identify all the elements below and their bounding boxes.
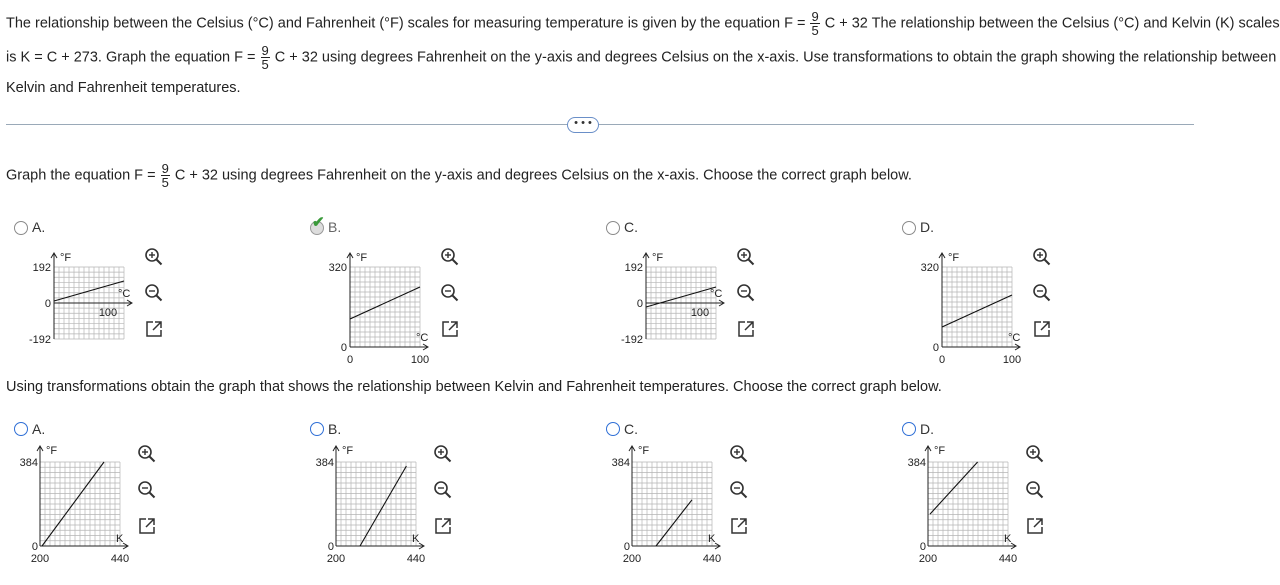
x-axis-label: K <box>412 533 420 545</box>
part1-option-c[interactable] <box>606 215 896 365</box>
zoom-out-icon[interactable] <box>137 480 157 500</box>
popout-icon[interactable] <box>1032 319 1052 339</box>
option-label: D. <box>920 421 934 437</box>
part1-prompt <box>6 162 912 189</box>
popout-icon[interactable] <box>433 516 453 536</box>
x-axis-label: K <box>708 533 716 545</box>
fraction: $\frac{9}{5}$ <box>261 43 269 72</box>
y-tick-label: 192 <box>32 262 51 274</box>
grid <box>632 462 712 546</box>
x-tick-label: 200 <box>326 553 346 565</box>
y-axis-label: °F <box>46 445 58 457</box>
option-label: B. <box>328 421 342 437</box>
zoom-out-icon[interactable] <box>433 480 453 500</box>
x-axis-label: K <box>116 533 124 545</box>
problem-text: C + 32 The relationship between the Celsius (°C) and Kelvin (K) scales <box>824 15 1280 32</box>
divider <box>6 124 1194 125</box>
popout-icon[interactable] <box>440 319 460 339</box>
x-tick-label: 440 <box>406 553 426 565</box>
radio-button[interactable] <box>14 221 28 235</box>
y-tick-label: 0 <box>327 541 334 553</box>
temperature-graph <box>606 235 736 365</box>
x-tick-label: 200 <box>622 553 642 565</box>
problem-line-2 <box>6 44 1276 71</box>
grid <box>336 462 416 546</box>
y-tick-label: 0 <box>44 298 51 310</box>
option-label: D. <box>920 219 934 235</box>
popout-icon[interactable] <box>729 516 749 536</box>
x-tick-label: 440 <box>702 553 722 565</box>
prompt-text: C + 32 using degrees Fahrenheit on the y-axis and degrees Celsius on the x-axis. Choose the correct graph below. <box>174 167 912 184</box>
y-axis-label: °F <box>342 445 354 457</box>
y-tick-label: 0 <box>636 298 643 310</box>
y-tick-label: 320 <box>920 262 939 274</box>
temperature-graph <box>14 235 144 365</box>
more-button[interactable]: • • • <box>567 117 599 133</box>
temperature-graph <box>310 235 440 365</box>
correct-checkmark-icon: ✔ <box>312 214 325 231</box>
x-tick-label: 100 <box>410 354 430 366</box>
x-tick-label: 100 <box>1002 354 1022 366</box>
zoom-out-icon[interactable] <box>144 283 164 303</box>
plotted-line <box>656 500 692 546</box>
x-axis-label: °C <box>1008 332 1021 344</box>
y-tick-label: 0 <box>919 541 926 553</box>
part2-option-d[interactable] <box>902 418 1192 578</box>
popout-icon[interactable] <box>736 319 756 339</box>
zoom-in-icon[interactable] <box>440 247 460 267</box>
temperature-graph <box>14 432 144 574</box>
part2-option-c[interactable] <box>606 418 896 578</box>
temperature-graph <box>902 432 1032 574</box>
x-tick-label: 440 <box>998 553 1018 565</box>
y-tick-label: 0 <box>31 541 38 553</box>
option-label: B. <box>328 219 342 235</box>
x-tick-label: 0 <box>346 354 354 366</box>
y-tick-label: 384 <box>19 457 38 469</box>
zoom-in-icon[interactable] <box>1032 247 1052 267</box>
zoom-out-icon[interactable] <box>440 283 460 303</box>
y-tick-label: 384 <box>907 457 926 469</box>
zoom-in-icon[interactable] <box>433 444 453 464</box>
y-tick-label: 0 <box>340 342 347 354</box>
y-axis-label: °F <box>652 252 664 264</box>
option-label: A. <box>32 421 46 437</box>
radio-button[interactable] <box>606 221 620 235</box>
fraction: $\frac{9}{5}$ <box>161 161 169 190</box>
y-tick-label: 384 <box>611 457 630 469</box>
grid <box>40 462 120 546</box>
part2-prompt: Using transformations obtain the graph that shows the relationship between Kelvin and Fahrenheit temperatures. Choose the correct graph below. <box>6 379 942 395</box>
grid <box>350 267 420 347</box>
zoom-out-icon[interactable] <box>729 480 749 500</box>
x-axis-label: °C <box>416 332 429 344</box>
popout-icon[interactable] <box>1025 516 1045 536</box>
part1-option-d[interactable] <box>902 215 1192 365</box>
temperature-graph <box>902 235 1032 365</box>
grid <box>928 462 1008 546</box>
option-label: C. <box>624 421 638 437</box>
part1-option-b[interactable] <box>310 215 600 365</box>
prompt-text: Graph the equation F = <box>6 167 156 184</box>
y-axis-label: °F <box>60 252 72 264</box>
x-axis-label: K <box>1004 533 1012 545</box>
problem-text: The relationship between the Celsius (°C) and Fahrenheit (°F) scales for measuring temperature is given by the equation F = <box>6 15 806 32</box>
zoom-in-icon[interactable] <box>144 247 164 267</box>
x-axis-label: °C <box>118 288 131 300</box>
y-tick-label: 192 <box>624 262 643 274</box>
popout-icon[interactable] <box>144 319 164 339</box>
temperature-graph <box>310 432 440 574</box>
problem-text: C + 32 using degrees Fahrenheit on the y-axis and degrees Celsius on the x-axis. Use transformations to obtain the graph showing the relationship between <box>274 49 1277 66</box>
x-axis-label: °C <box>710 288 723 300</box>
temperature-graph <box>606 432 736 574</box>
zoom-out-icon[interactable] <box>1025 480 1045 500</box>
x-tick-label: 0 <box>938 354 946 366</box>
y-axis-label: °F <box>934 445 946 457</box>
x-tick-label: 100 <box>98 307 118 319</box>
zoom-in-icon[interactable] <box>137 444 157 464</box>
y-axis-label: °F <box>948 252 960 264</box>
problem-line-1 <box>6 10 1280 37</box>
fraction: $\frac{9}{5}$ <box>811 9 819 38</box>
zoom-in-icon[interactable] <box>736 247 756 267</box>
zoom-out-icon[interactable] <box>736 283 756 303</box>
zoom-in-icon[interactable] <box>1025 444 1045 464</box>
y-axis-label: °F <box>356 252 368 264</box>
x-tick-label: 200 <box>918 553 938 565</box>
part2-option-a[interactable] <box>14 418 304 578</box>
part1-option-a[interactable] <box>14 215 304 365</box>
zoom-out-icon[interactable] <box>1032 283 1052 303</box>
y-axis-label: °F <box>638 445 650 457</box>
grid <box>942 267 1012 347</box>
zoom-in-icon[interactable] <box>729 444 749 464</box>
y-tick-label: 0 <box>623 541 630 553</box>
popout-icon[interactable] <box>137 516 157 536</box>
option-label: C. <box>624 219 638 235</box>
y-tick-label: 320 <box>328 262 347 274</box>
y-tick-label: 0 <box>932 342 939 354</box>
x-tick-label: 440 <box>110 553 130 565</box>
option-label: A. <box>32 219 46 235</box>
y-tick-label: 384 <box>315 457 334 469</box>
problem-line-3: Kelvin and Fahrenheit temperatures. <box>6 80 241 96</box>
radio-button[interactable] <box>902 221 916 235</box>
x-tick-label: 200 <box>30 553 50 565</box>
x-tick-label: 100 <box>690 307 710 319</box>
problem-text: is K = C + 273. Graph the equation F = <box>6 49 256 66</box>
part2-option-b[interactable] <box>310 418 600 578</box>
y-tick-label: -192 <box>620 334 643 346</box>
y-tick-label: -192 <box>28 334 51 346</box>
